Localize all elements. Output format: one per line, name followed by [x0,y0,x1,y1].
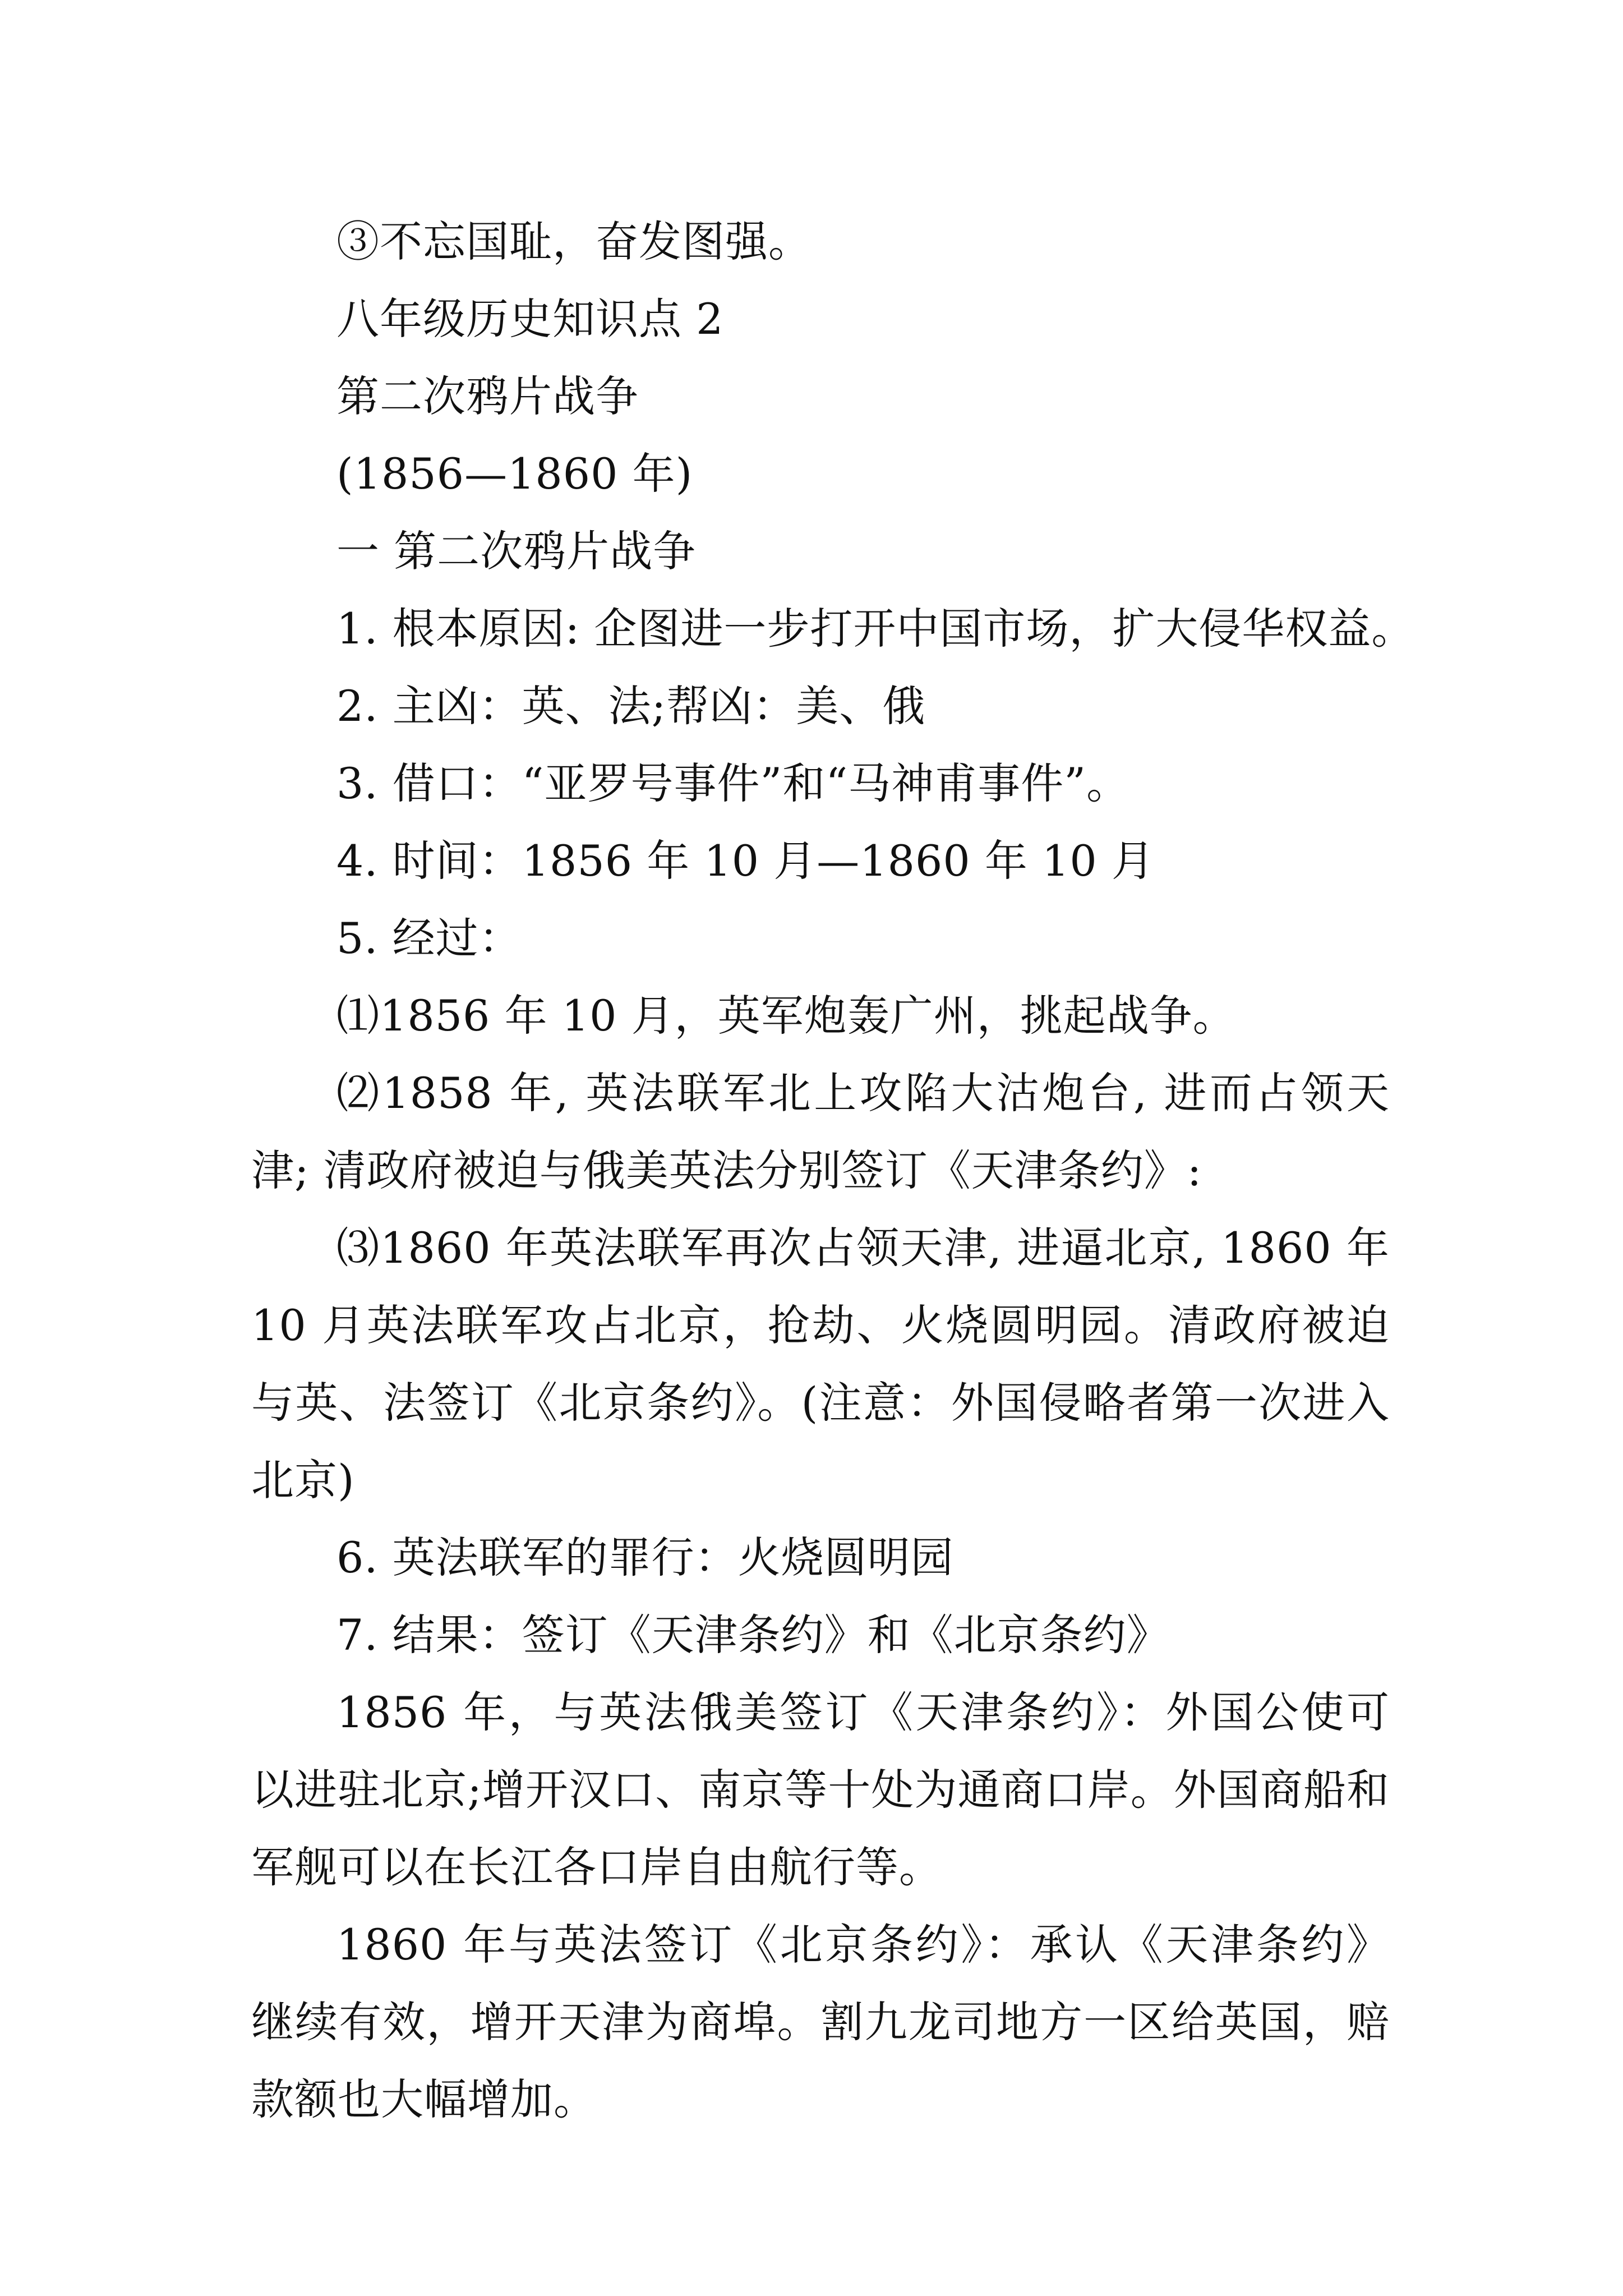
point-2: 2. 主凶：英、法;帮凶：美、俄 [336,681,926,731]
point-1: 1. 根本原因: 企图进一步打开中国市场，扩大侵华权益。 [336,604,1415,654]
event-3: ⑶1860 年英法联军再次占领天津, 进逼北京, 1860 年 10 月英法联军攻占北京，抢劫、火烧圆明园。清政府被迫与英、法签订《北京条约》。(注意：外国侵略者第一次进入北京) [251,1223,1390,1505]
treaty-tianjin: 1856 年，与英法俄美签订《天津条约》：外国公使可以进驻北京;增开汉口、南京等十处为通商口岸。外国商船和军舰可以在长江各口岸自由航行等。 [251,1687,1390,1892]
chapter-period: (1856—1860 年) [336,449,693,499]
point-6: 6. 英法联军的罪行：火烧圆明园 [336,1533,954,1582]
chapter-title: 第二次鸦片战争 [336,371,639,421]
treaty-beijing: 1860 年与英法签订《北京条约》：承认《天津条约》继续有效，增开天津为商埠。割九龙司地方一区给英国，赔款额也大幅增加。 [251,1920,1390,2124]
event-1: ⑴1856 年 10 月，英军炮轰广州，挑起战争。 [336,991,1236,1041]
point-5: 5. 经过： [336,913,522,963]
event-2: ⑵1858 年, 英法联军北上攻陷大沽炮台, 进而占领天津; 清政府被迫与俄美英法分别签订《天津条约》: [251,1068,1390,1195]
section-heading: 八年级历史知识点 2 [336,294,724,344]
point-3: 3. 借口：“亚罗号事件”和“马神甫事件”。 [336,758,1130,808]
text-line: ③不忘国耻，奋发图强。 [336,217,811,266]
point-4: 4. 时间：1856 年 10 月—1860 年 10 月 [336,836,1155,886]
subsection-heading: 一 第二次鸦片战争 [336,526,697,576]
point-7: 7. 结果：签订《天津条约》和《北京条约》 [336,1610,1170,1660]
document-body [251,203,1415,2138]
